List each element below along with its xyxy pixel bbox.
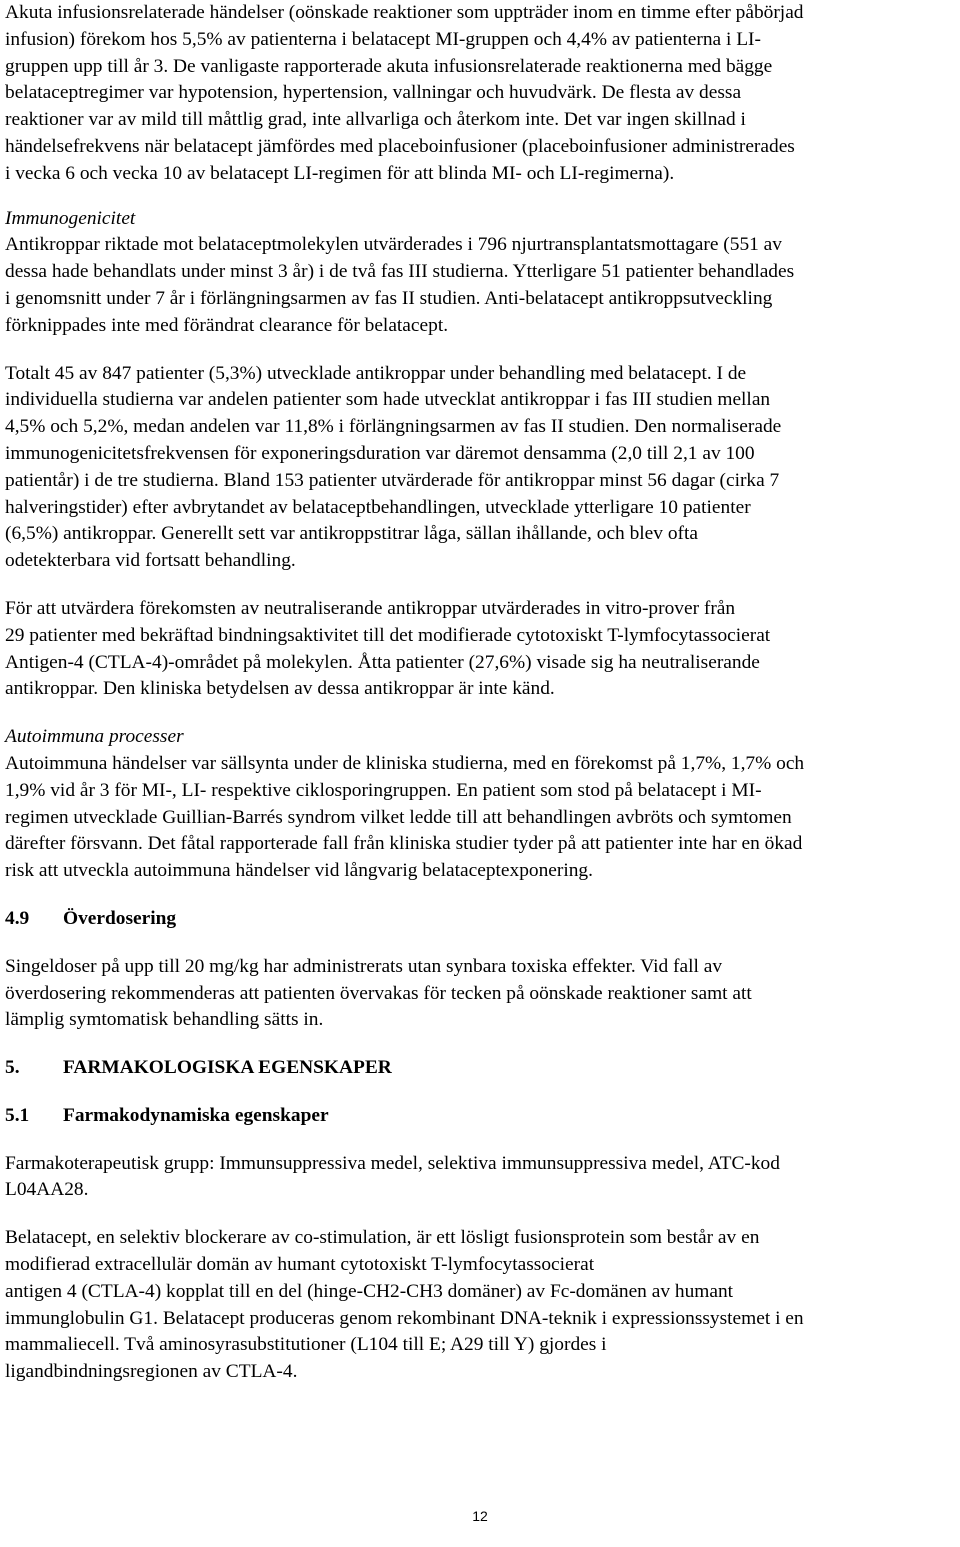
- section-heading-4-9: [5, 906, 945, 933]
- text-line: Belatacept, en selektiv blockerare av co-stimulation, är ett lösligt fusionsprotein som består av en: [5, 1227, 760, 1249]
- text-line: immunogenicitetsfrekvensen för exponeringsduration var däremot densamma (2,0 till 2,1 av 100: [5, 442, 755, 464]
- text-line: risk att utveckla autoimmuna händelser vid långvarig belataceptexponering.: [5, 860, 593, 882]
- text-line: dessa hade behandlats under minst 3 år) i de två fas III studierna. Ytterligare 51 patienter behandlades: [5, 261, 795, 283]
- page-number: 12: [472, 1508, 488, 1524]
- section-heading-5: [5, 1055, 945, 1082]
- text-line: Singeldoser på upp till 20 mg/kg har administrerats utan synbara toxiska effekter. Vid fall av: [5, 955, 723, 977]
- paragraph-belatacept-description: [5, 1225, 945, 1386]
- text-line: Farmakoterapeutisk grupp: Immunsuppressiva medel, selektiva immunsuppressiva medel, ATC-kod: [5, 1152, 780, 1174]
- paragraph-immunogenicity-2: [5, 361, 945, 575]
- text-line: odetekterbara vid fortsatt behandling.: [5, 550, 296, 572]
- text-line: halveringstider) efter avbrytandet av belataceptbehandlingen, utvecklade ytterligare 10 patienter: [5, 496, 751, 518]
- text-line: För att utvärdera förekomsten av neutraliserande antikroppar utvärderades in vitro-prover från: [5, 597, 736, 619]
- text-line: (6,5%) antikroppar. Generellt sett var antikroppstitrar låga, sällan ihållande, och blev ofta: [5, 523, 698, 545]
- text-line: överdosering rekommenderas att patienten övervakas för tecken på oönskade reaktioner samt att: [5, 982, 752, 1004]
- section-title: Farmakodynamiska egenskaper: [63, 1104, 329, 1126]
- text-line: mammaliecell. Två aminosyrasubstitutioner (L104 till E; A29 till Y) gjordes i: [5, 1334, 607, 1356]
- text-line: reaktioner var av mild till måttlig grad, inte allvarliga och återkom inte. Det var ingen skillnad i: [5, 109, 746, 131]
- text-line: därefter försvann. Det fåtal rapporterade fall från kliniska studier tyder på att patienter inte har en ökad: [5, 833, 803, 855]
- text-line: modifierad extracellulär domän av humant cytotoxiskt T-lymfocytassocierat: [5, 1254, 595, 1276]
- paragraph-pharmacotherapeutic-group: [5, 1151, 945, 1205]
- text-line: Akuta infusionsrelaterade händelser (oönskade reaktioner som uppträder inom en timme efter påbörjad: [5, 2, 804, 23]
- text-line: Totalt 45 av 847 patienter (5,3%) utvecklade antikroppar under behandling med belatacept. I de: [5, 362, 747, 384]
- text-line: i vecka 6 och vecka 10 av belatacept LI-regimen för att blinda MI- och LI-regimerna).: [5, 162, 675, 184]
- paragraph-infusion-reactions: [5, 0, 945, 188]
- subheading-immunogenicity: Immunogenicitet: [5, 207, 136, 229]
- text-line: belataceptregimer var hypotension, hypertension, vallningar och huvudvärk. De flesta av dessa: [5, 82, 742, 104]
- section-number: 5.1: [5, 1104, 30, 1126]
- text-line: lämplig symtomatisk behandling sätts in.: [5, 1009, 324, 1031]
- text-line: Antikroppar riktade mot belataceptmolekylen utvärderades i 796 njurtransplantatsmottagare (551 av: [5, 234, 782, 256]
- paragraph-immunogenicity-1: [5, 232, 945, 339]
- text-line: 1,9% vid år 3 för MI-, LI- respektive ciklosporingruppen. En patient som stod på belatacept i MI-: [5, 779, 762, 801]
- text-line: regimen utvecklade Guillian-Barrés syndrom vilket ledde till att behandlingen avbröts och symtomen: [5, 806, 792, 828]
- text-line: L04AA28.: [5, 1179, 89, 1201]
- text-line: i genomsnitt under 7 år i förlängningsarmen av fas II studien. Anti-belatacept antikroppsutveckling: [5, 287, 773, 309]
- text-line: förknippades inte med förändrat clearance för belatacept.: [5, 314, 449, 336]
- paragraph-overdose: [5, 954, 945, 1034]
- section-heading-5-1: [5, 1103, 945, 1130]
- text-line: Autoimmuna händelser var sällsynta under de kliniska studierna, med en förekomst på 1,7%, 1,7% och: [5, 752, 805, 774]
- section-number: 5.: [5, 1057, 20, 1079]
- section-title: Överdosering: [63, 907, 177, 929]
- text-line: gruppen upp till år 3. De vanligaste rapporterade akuta infusionsrelaterade reaktionerna med bägge: [5, 55, 773, 77]
- document-page: [5, 0, 945, 1386]
- text-line: immunglobulin G1. Belatacept produceras genom rekombinant DNA-teknik i expressionssystemet i en: [5, 1307, 804, 1329]
- text-line: 4,5% och 5,2%, medan andelen var 11,8% i förlängningsarmen av fas II studien. Den normaliserade: [5, 416, 782, 438]
- section-title: FARMAKOLOGISKA EGENSKAPER: [63, 1057, 392, 1079]
- paragraph-autoimmune: [5, 751, 945, 885]
- text-line: patientår) i de tre studierna. Bland 153 patienter utvärderade för antikroppar minst 56 dagar (cirka 7: [5, 469, 780, 491]
- paragraph-immunogenicity-3: [5, 596, 945, 703]
- section-number: 4.9: [5, 907, 30, 929]
- text-line: individuella studierna var andelen patienter som hade utvecklat antikroppar i fas III studien mellan: [5, 389, 771, 411]
- text-line: antikroppar. Den kliniska betydelsen av dessa antikroppar är inte känd.: [5, 678, 555, 700]
- text-line: antigen 4 (CTLA-4) kopplat till en del (hinge-CH2-CH3 domäner) av Fc-domänen av humant: [5, 1280, 734, 1302]
- text-line: Antigen-4 (CTLA-4)-området på molekylen. Åtta patienter (27,6%) visade sig ha neutraliserande: [5, 651, 760, 673]
- text-line: infusion) förekom hos 5,5% av patienterna i belatacept MI-gruppen och 4,4% av patienterna i LI-: [5, 28, 761, 50]
- text-line: händelsefrekvens när belatacept jämfördes med placeboinfusioner (placeboinfusioner administrerades: [5, 135, 795, 157]
- text-line: ligandbindningsregionen av CTLA-4.: [5, 1361, 298, 1383]
- subheading-autoimmune: Autoimmuna processer: [5, 726, 184, 748]
- text-line: 29 patienter med bekräftad bindningsaktivitet till det modifierade cytotoxiskt T-lymfocytassocierat: [5, 624, 771, 646]
